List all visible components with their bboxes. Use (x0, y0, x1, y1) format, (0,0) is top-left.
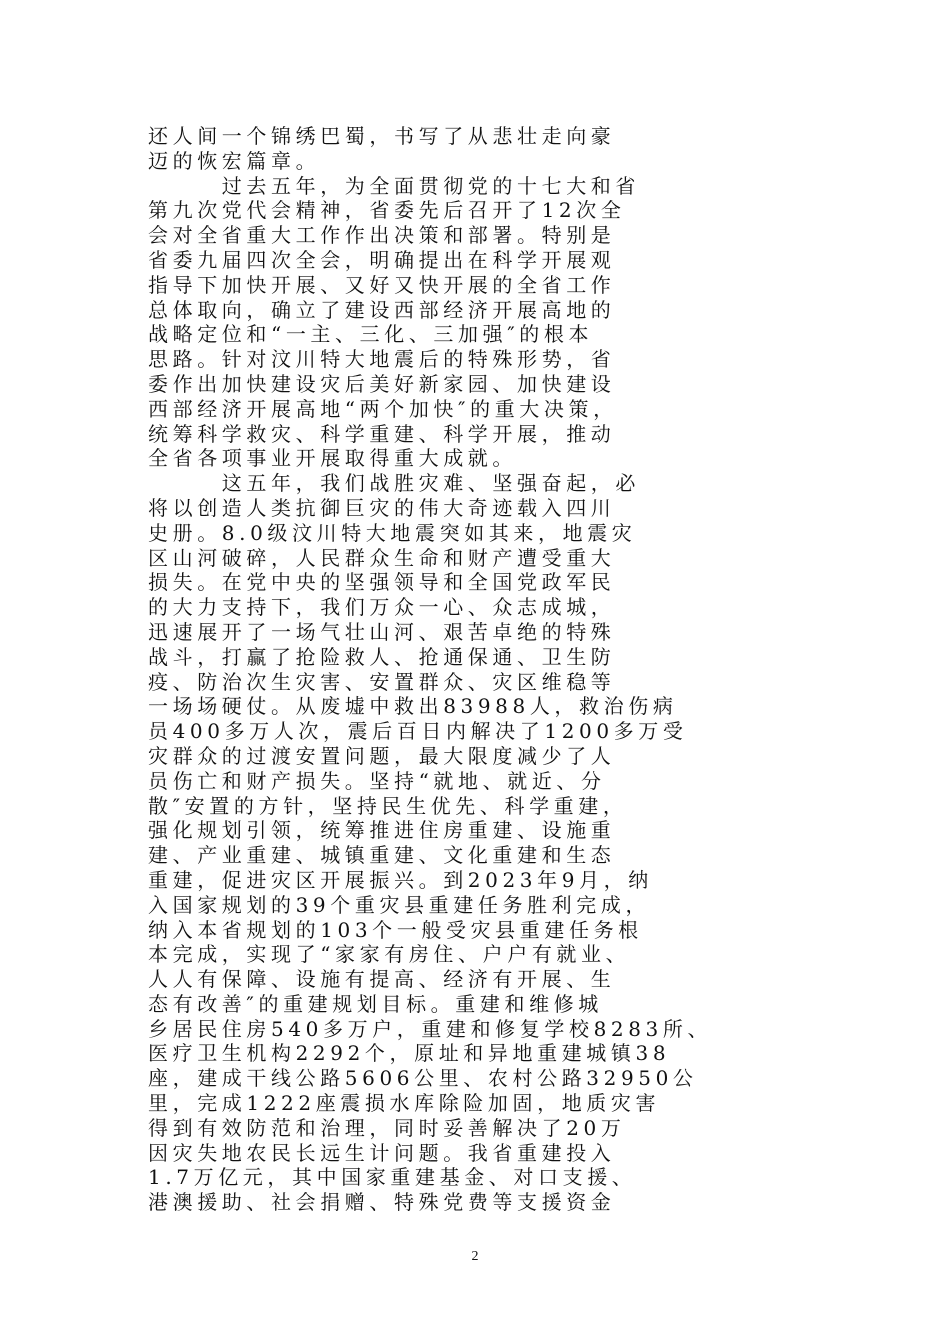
text-line: 将以创造人类抗御巨灾的伟大奇迹载入四川 (148, 495, 616, 520)
text-line: 灾群众的过渡安置问题，最大限度减少了人 (148, 743, 616, 768)
text-line: 得到有效防范和治理，同时妥善解决了20万 (148, 1115, 626, 1140)
text-line: 纳入本省规划的103个一般受灾县重建任务根 (148, 917, 643, 942)
text-line: 思路。针对汶川特大地震后的特殊形势，省 (148, 347, 616, 372)
text-line: 的大力支持下，我们万众一心、众志成城， (148, 595, 616, 620)
text-line: 指导下加快开展、又好又快开展的全省工作 (148, 272, 616, 297)
text-line: 散″安置的方针，坚持民生优先、科学重建， (148, 793, 628, 818)
text-line: 医疗卫生机构2292个，原址和异地重建城镇38 (148, 1041, 671, 1066)
text-line: 西部经济开展高地“两个加快″的重大决策， (148, 396, 618, 421)
text-line: 总体取向，确立了建设西部经济开展高地的 (148, 297, 616, 322)
text-line: 乡居民住房540多万户，重建和修复学校8283所、 (148, 1016, 713, 1041)
text-line: 疫、防治次生灾害、安置群众、灾区维稳等 (148, 669, 616, 694)
text-line: 1.7万亿元，其中国家重建基金、对口支援、 (148, 1165, 637, 1190)
text-line: 战略定位和“一主、三化、三加强″的根本 (148, 322, 594, 347)
text-line: 员400多万人次，震后百日内解决了1200多万受 (148, 719, 688, 744)
text-line: 人人有保障、设施有提高、经济有开展、生 (148, 967, 616, 992)
text-line: 港澳援助、社会捐赠、特殊党费等支援资金 (148, 1190, 616, 1215)
text-line: 因灾失地农民长远生计问题。我省重建投入 (148, 1140, 616, 1165)
body-text (148, 124, 828, 1215)
text-line: 员伤亡和财产损失。坚持“就地、就近、分 (148, 768, 606, 793)
text-line: 重建，促进灾区开展振兴。到2023年9月，纳 (148, 867, 653, 892)
page-number: 2 (471, 1249, 479, 1264)
text-line: 战斗，打赢了抢险救人、抢通保通、卫生防 (148, 644, 616, 669)
text-line: 过去五年，为全面贯彻党的十七大和省 (148, 173, 640, 198)
text-line: 一场场硬仗。从废墟中救出83988人，救治伤病 (148, 694, 678, 719)
text-line: 座，建成干线公路5606公里、农村公路32950公 (148, 1066, 698, 1091)
text-line: 史册。8.0级汶川特大地震突如其来，地震灾 (148, 520, 637, 545)
text-line: 态有改善″的重建规划目标。重建和维修城 (148, 991, 603, 1016)
text-line: 省委九届四次全会，明确提出在科学开展观 (148, 247, 616, 272)
text-line: 迅速展开了一场气壮山河、艰苦卓绝的特殊 (148, 619, 616, 644)
text-line: 区山河破碎，人民群众生命和财产遭受重大 (148, 545, 616, 570)
text-line: 强化规划引领，统筹推进住房重建、设施重 (148, 818, 616, 843)
text-line: 这五年，我们战胜灾难、坚强奋起，必 (148, 471, 640, 496)
text-line: 第九次党代会精神，省委先后召开了12次全 (148, 198, 626, 223)
text-line: 统筹科学救灾、科学重建、科学开展，推动 (148, 421, 616, 446)
text-line: 迈的恢宏篇章。 (148, 148, 321, 173)
text-line: 全省各项事业开展取得重大成就。 (148, 446, 517, 471)
text-line: 损失。在党中央的坚强领导和全国党政军民 (148, 570, 616, 595)
text-line: 本完成，实现了“家家有房住、户户有就业、 (148, 942, 631, 967)
text-line: 里，完成1222座震损水库除险加固，地质灾害 (148, 1091, 661, 1116)
text-line: 入国家规划的39个重灾县重建任务胜利完成， (148, 892, 651, 917)
text-line: 还人间一个锦绣巴蜀，书写了从悲壮走向豪 (148, 124, 616, 148)
text-line: 委作出加快建设灾后美好新家园、加快建设 (148, 371, 616, 396)
text-line: 会对全省重大工作作出决策和部署。特别是 (148, 223, 616, 248)
text-line: 建、产业重建、城镇重建、文化重建和生态 (148, 843, 616, 868)
